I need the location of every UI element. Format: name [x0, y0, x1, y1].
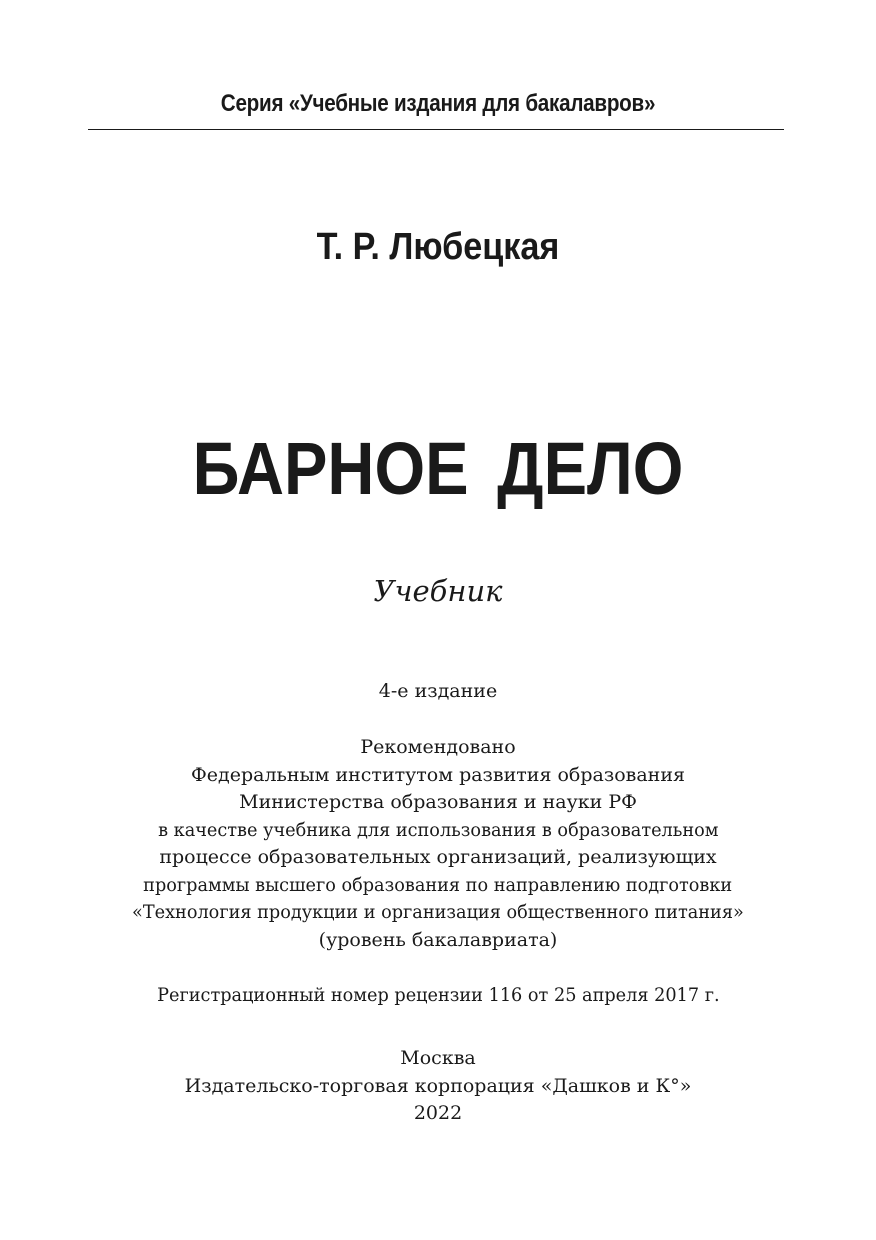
recommendation-block — [0, 734, 876, 954]
series-title: Серия «Учебные издания для бакалавров» — [220, 90, 656, 117]
recommendation-line-text: в качестве учебника для использования в образовательном — [157, 818, 719, 841]
recommendation-line — [0, 899, 876, 927]
header-divider — [88, 129, 784, 130]
recommendation-line — [0, 872, 876, 900]
author-name: Т. Р. Любецкая — [316, 226, 560, 268]
recommendation-line-text: «Технология продукции и организация общественного питания» — [132, 901, 744, 923]
recommendation-line — [0, 817, 876, 845]
recommendation-line: (уровень бакалавриата) — [318, 928, 558, 951]
imprint-block — [0, 1045, 876, 1128]
recommendation-line-text: программы высшего образования по направлению подготовки — [143, 873, 733, 896]
book-subtitle: Учебник — [373, 574, 503, 608]
imprint-publisher: Издательско-торговая корпорация «Дашков и К°» — [184, 1074, 692, 1097]
recommendation-line: процессе образовательных организаций, реализующих — [159, 846, 717, 868]
recommendation-line: Федеральным институтом развития образования — [191, 763, 685, 786]
edition-label: 4-е издание — [378, 680, 498, 702]
book-title: БАРНОЕ ДЕЛО — [192, 427, 684, 510]
recommendation-line: Рекомендовано — [360, 736, 516, 758]
imprint-year: 2022 — [413, 1102, 463, 1124]
recommendation-line: Министерства образования и науки РФ — [239, 791, 637, 813]
registration-text: Регистрационный номер рецензии 116 от 25 апреля 2017 г. — [156, 984, 720, 1006]
registration-number — [0, 982, 876, 1010]
imprint-city: Москва — [400, 1047, 476, 1069]
